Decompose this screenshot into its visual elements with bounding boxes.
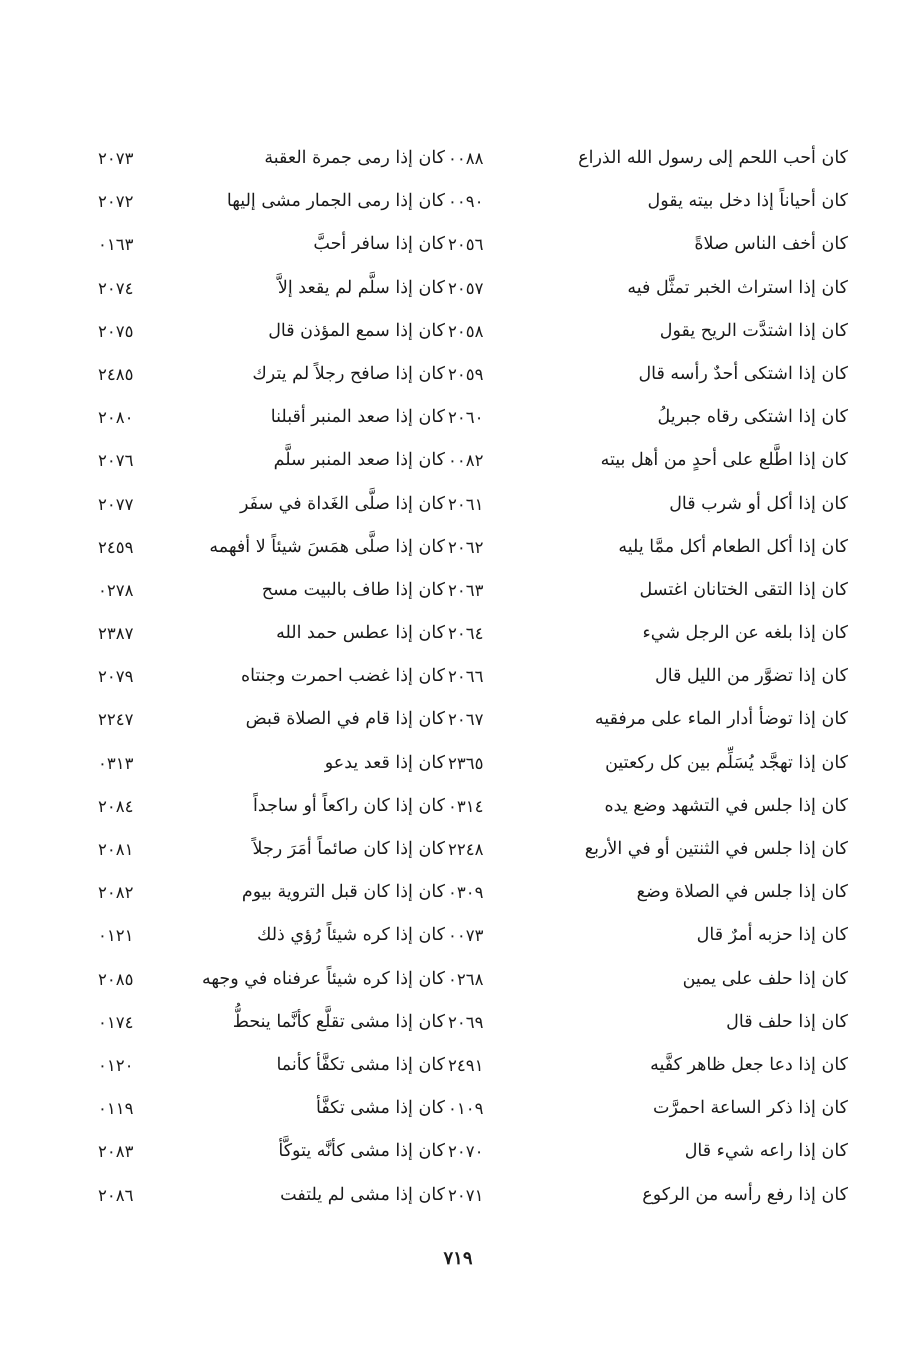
entry-number-right: ٠٣١٤	[448, 796, 484, 816]
entry-number-right: ٢٢٤٨	[448, 840, 484, 859]
entry-text-left: كان إذا سمع المؤذن قال	[268, 320, 445, 341]
index-table	[80, 137, 860, 1217]
index-row	[80, 353, 860, 396]
entry-text-left: كان إذا صافح رجلاً لم يترك	[252, 363, 445, 384]
index-row	[80, 1001, 860, 1044]
index-row	[80, 439, 860, 482]
index-row	[80, 612, 860, 655]
entry-text-left: كان إذا كره شيئاً رُؤي ذلك	[256, 925, 445, 946]
entry-number-left: ٢٠٨٥	[98, 969, 134, 989]
entry-number-left: ٠٣١٣	[98, 753, 134, 773]
entry-number-left: ٢٠٨٤	[98, 796, 134, 816]
entry-text-left: كان إذا صعد المنبر أقبلنا	[270, 407, 445, 428]
index-row	[80, 655, 860, 698]
entry-text-right: كان إذا ذكر الساعة احمرَّت	[653, 1098, 848, 1119]
entry-text-left: كان إذا سافر أحبَّ	[313, 234, 445, 255]
entry-text-right: كان إذا بلغه عن الرجل شيء	[642, 623, 848, 644]
entry-text-left: كان إذا مشى تقلَّع كأنَّما ينحطُّ	[232, 1011, 445, 1032]
entry-text-left: كان إذا صلَّى همَسَ شيئاً لا أفهمه	[209, 536, 445, 557]
entry-text-right: كان أحياناً إذا دخل بيته يقول	[647, 191, 848, 212]
entry-text-right: كان إذا اطَّلع على أحدٍ من أهل بيته	[600, 450, 848, 471]
entry-text-left: كان إذا سلَّم لم يقعد إلاَّ	[277, 277, 445, 298]
entry-number-right: ٢٠٥٦	[448, 235, 484, 255]
index-row	[80, 137, 860, 180]
entry-number-right: ٢٠٥٩	[448, 364, 484, 384]
entry-text-right: كان إذا دعا جعل ظاهر كفَّيه	[650, 1054, 848, 1075]
index-row	[80, 396, 860, 439]
entry-number-left: ٠١٢١	[98, 926, 134, 946]
entry-text-left: كان إذا كان صائماً أمَرَ رجلاً	[252, 839, 445, 859]
entry-text-right: كان إذا اشتدَّت الريح يقول	[659, 320, 848, 341]
entry-text-right: كان إذا تهجَّد يُسَلِّم بين كل ركعتين	[605, 752, 848, 773]
entry-number-right: ٢٠٦٧	[448, 710, 484, 730]
entry-number-right: ٠٢٦٨	[448, 969, 484, 989]
index-row	[80, 483, 860, 526]
entry-number-left: ٢٠٨١	[98, 840, 134, 859]
entry-number-left: ٢٠٧٧	[98, 494, 134, 514]
entry-text-left: كان إذا عطس حمد الله	[276, 623, 445, 644]
index-row	[80, 871, 860, 914]
entry-number-left: ٢٠٧٩	[98, 667, 134, 687]
entry-number-right: ٢٣٦٥	[448, 753, 484, 773]
entry-number-right: ٢٠٦٦	[448, 667, 484, 687]
entry-number-left: ٢٤٥٩	[98, 537, 134, 557]
entry-text-left: كان إذا مشى تكفَّأ	[315, 1098, 445, 1119]
entry-text-right: كان إذا استراث الخبر تمثَّل فيه	[627, 277, 848, 298]
entry-text-left: كان إذا كان قبل التروية بيوم	[241, 882, 445, 903]
entry-text-right: كان إذا اشتكى أحدٌ رأسه قال	[638, 363, 848, 384]
entry-number-right: ٢٠٦٩	[448, 1012, 484, 1032]
entry-number-right: ٢٠٦٢	[448, 537, 484, 557]
entry-text-left: كان إذا مشى تكفَّأ كأنما	[276, 1054, 445, 1075]
index-row	[80, 1087, 860, 1130]
entry-text-right: كان إذا جلس في التشهد وضع يده	[604, 795, 848, 816]
index-row	[80, 180, 860, 223]
entry-text-right: كان إذا راعه شيء قال	[684, 1141, 848, 1162]
entry-text-right: كان إذا حلف قال	[726, 1011, 848, 1032]
entry-text-left: كان إذا صعد المنبر سلَّم	[273, 450, 445, 471]
entry-number-left: ٢٠٨٦	[98, 1185, 134, 1205]
page-number: ٧١٩	[443, 1248, 473, 1269]
entry-number-right: ٢٠٥٨	[448, 321, 484, 341]
entry-text-left: كان إذا مشى كأنَّه يتوكَّأ	[278, 1141, 445, 1162]
entry-text-right: كان إذا رفع رأسه من الركوع	[642, 1184, 848, 1205]
entry-number-right: ٠٠٧٣	[448, 926, 484, 946]
entry-text-right: كان أحب اللحم إلى رسول الله الذراع	[578, 148, 848, 168]
index-row	[80, 785, 860, 828]
entry-text-left: كان إذا رمى جمرة العقبة	[264, 148, 445, 168]
entry-number-right: ٢٠٦٠	[448, 408, 484, 428]
entry-text-right: كان إذا حزبه أمرٌ قال	[696, 925, 848, 946]
index-row	[80, 526, 860, 569]
entry-number-left: ٠١٢٠	[98, 1055, 134, 1075]
entry-text-right: كان إذا التقى الختانان اغتسل	[639, 579, 848, 600]
entry-number-right: ٠٠٩٠	[448, 192, 484, 212]
entry-number-left: ٢٣٨٧	[98, 624, 134, 644]
entry-number-left: ٢٠٨٠	[98, 408, 134, 428]
index-row	[80, 1130, 860, 1173]
entry-number-left: ٠٢٧٨	[98, 580, 134, 600]
entry-number-right: ٢٠٦٤	[448, 624, 484, 644]
index-row	[80, 958, 860, 1001]
entry-number-left: ٢٠٧٥	[98, 321, 134, 341]
index-row	[80, 569, 860, 612]
entry-number-right: ٠١٠٩	[448, 1099, 484, 1119]
entry-number-left: ٠١٦٣	[98, 235, 134, 255]
entry-number-left: ٢٠٧٤	[98, 278, 134, 298]
entry-number-right: ٠٠٨٢	[448, 451, 484, 471]
entry-text-left: كان إذا كان راكعاً أو ساجداً	[253, 795, 445, 816]
entry-text-left: كان إذا صلَّى الغَداة في سفَر	[239, 493, 445, 514]
entry-number-left: ٢٢٤٧	[98, 710, 134, 730]
index-row	[80, 310, 860, 353]
entry-text-right: كان إذا أكل الطعام أكل ممَّا يليه	[618, 536, 848, 557]
index-row	[80, 698, 860, 741]
index-row	[80, 1044, 860, 1087]
entry-number-right: ٢٠٦١	[448, 494, 484, 514]
entry-text-left: كان إذا قام في الصلاة قبض	[245, 709, 445, 730]
entry-text-left: كان إذا قعد يدعو	[324, 752, 445, 773]
entry-number-left: ٢٤٨٥	[98, 364, 134, 384]
entry-number-left: ٠١١٩	[98, 1099, 134, 1119]
index-row	[80, 742, 860, 785]
entry-number-left: ٠١٧٤	[98, 1012, 134, 1032]
entry-text-left: كان إذا طاف بالبيت مسح	[261, 579, 445, 600]
entry-text-right: كان إذا أكل أو شرب قال	[669, 493, 848, 514]
entry-text-right: كان إذا جلس في الثنتين أو في الأربع	[584, 839, 848, 859]
entry-number-right: ٢٠٧١	[448, 1185, 484, 1205]
entry-number-right: ٢٠٥٧	[448, 278, 484, 298]
index-row	[80, 267, 860, 310]
entry-number-left: ٢٠٧٢	[98, 192, 134, 212]
entry-text-right: كان إذا توضأ أدار الماء على مرفقيه	[594, 709, 848, 730]
entry-text-left: كان إذا مشى لم يلتفت	[280, 1184, 445, 1205]
entry-text-right: كان أخف الناس صلاةً	[694, 234, 848, 255]
entry-text-right: كان إذا اشتكى رقاه جبريلُ	[657, 407, 848, 428]
index-row	[80, 828, 860, 871]
entry-text-left: كان إذا رمى الجمار مشى إليها	[226, 191, 445, 212]
entry-text-left: كان إذا غضب احمرت وجنتاه	[240, 666, 445, 687]
entry-number-right: ٢٠٦٣	[448, 580, 484, 600]
entry-number-left: ٢٠٧٣	[98, 149, 134, 168]
index-row	[80, 914, 860, 957]
entry-number-right: ٢٠٧٠	[448, 1142, 484, 1162]
entry-text-right: كان إذا تضوَّر من الليل قال	[654, 666, 848, 687]
entry-text-right: كان إذا حلف على يمين	[682, 968, 848, 989]
entry-text-right: كان إذا جلس في الصلاة وضع	[636, 882, 848, 903]
entry-number-left: ٢٠٨٣	[98, 1142, 134, 1162]
entry-number-right: ٠٠٨٨	[448, 149, 484, 168]
entry-number-right: ٢٤٩١	[448, 1055, 484, 1075]
entry-number-right: ٠٣٠٩	[448, 883, 484, 903]
entry-text-left: كان إذا كره شيئاً عرفناه في وجهه	[201, 968, 445, 989]
entry-number-left: ٢٠٧٦	[98, 451, 134, 471]
index-row	[80, 223, 860, 266]
entry-number-left: ٢٠٨٢	[98, 883, 134, 903]
index-row	[80, 1174, 860, 1217]
